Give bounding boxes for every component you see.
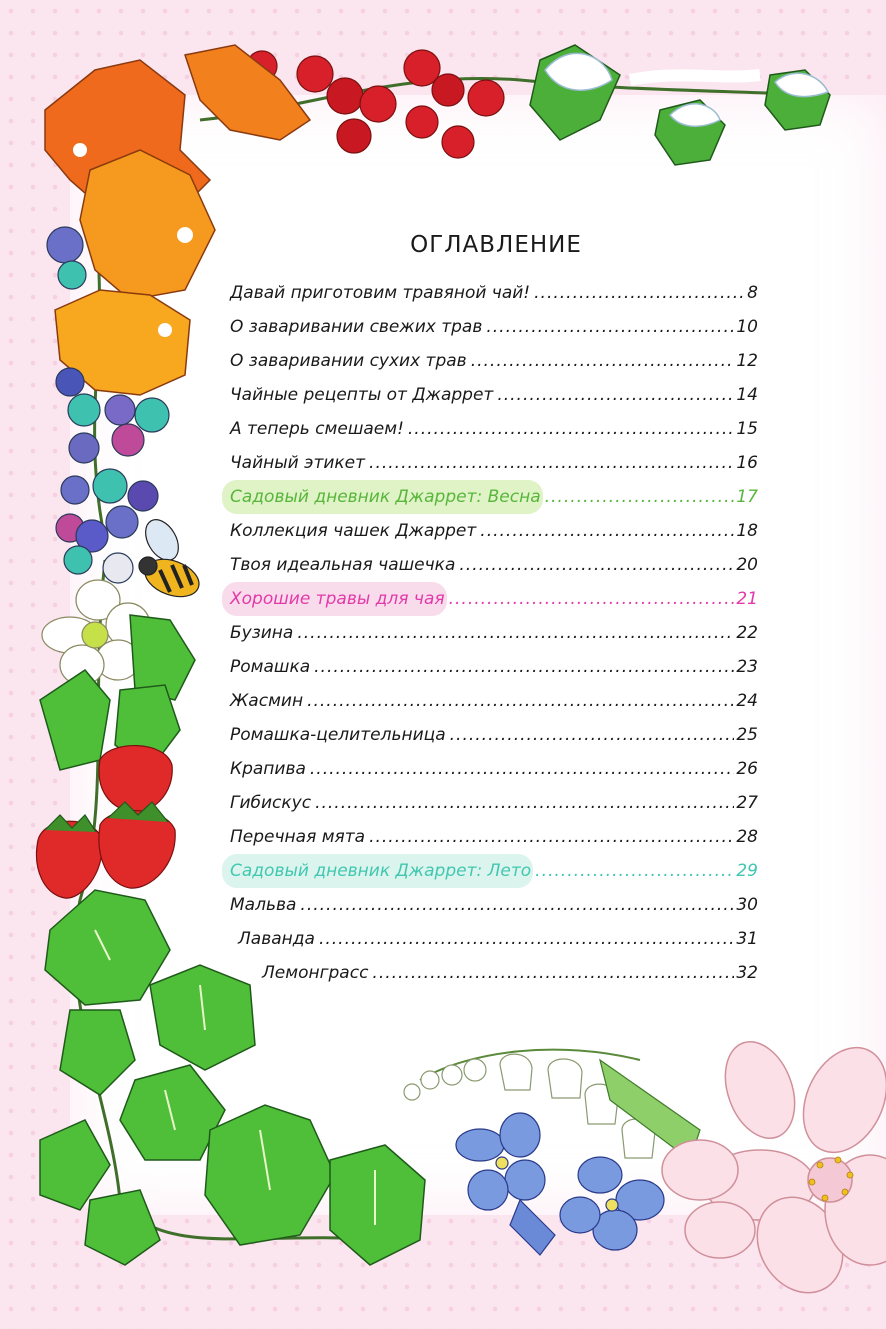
toc-entry-label: Крапива: [230, 759, 306, 779]
toc-entry[interactable]: [222, 276, 762, 310]
toc-entry-page: 32: [736, 963, 758, 983]
dot-leader: [310, 752, 734, 786]
toc-entry[interactable]: [222, 616, 762, 650]
toc-entry-page: 10: [736, 317, 758, 337]
toc-entry[interactable]: [222, 378, 762, 412]
dot-leader: [497, 378, 734, 412]
toc-entry-page: 27: [736, 793, 758, 813]
toc-entry[interactable]: [222, 854, 762, 888]
toc-entry-label: Ромашка-целительница: [230, 725, 446, 745]
toc-entry-label: А теперь смешаем!: [230, 419, 404, 439]
toc-entry[interactable]: [222, 548, 762, 582]
toc-entry[interactable]: [222, 820, 762, 854]
toc-entry-page: 25: [736, 725, 758, 745]
dot-leader: [535, 854, 734, 888]
toc-entry-label: Садовый дневник Джаррет: Лето: [222, 854, 533, 888]
dot-leader: [408, 412, 734, 446]
toc-entry-page: 16: [736, 453, 758, 473]
toc-entry-page: 21: [736, 589, 758, 609]
toc-entry-label: Ромашка: [230, 657, 311, 677]
toc-entry-page: 22: [736, 623, 758, 643]
dot-leader: [314, 650, 734, 684]
snowy-leaves: [530, 45, 830, 165]
toc-entry-label: О заваривании сухих трав: [230, 351, 467, 371]
toc-entry[interactable]: [222, 718, 762, 752]
toc-entry-label: Чайные рецепты от Джаррет: [230, 385, 494, 405]
toc-entry-page: 29: [736, 861, 758, 881]
toc-entry[interactable]: [222, 344, 762, 378]
dot-leader: [297, 616, 734, 650]
dot-leader: [486, 310, 734, 344]
toc-entry[interactable]: [222, 684, 762, 718]
toc-entry-label: Мальва: [230, 895, 297, 915]
toc-entry-label: Хорошие травы для чая: [222, 582, 447, 616]
toc-entry-label: Лемонграсс: [262, 963, 369, 983]
toc-entry[interactable]: [222, 412, 762, 446]
toc-entry-page: 18: [736, 521, 758, 541]
toc-entry-label: Гибискус: [230, 793, 312, 813]
toc-entry[interactable]: [222, 582, 762, 616]
lily-of-the-valley: [404, 1050, 700, 1160]
toc-title: ОГЛАВЛЕНИЕ: [410, 232, 582, 258]
dot-leader: [372, 956, 734, 990]
toc-entry-page: 12: [736, 351, 758, 371]
toc-entry-label: Жасмин: [230, 691, 304, 711]
dot-leader: [300, 888, 734, 922]
toc-entry-page: 20: [736, 555, 758, 575]
toc-entry-page: 15: [736, 419, 758, 439]
toc-entry-label: Садовый дневник Джаррет: Весна: [222, 480, 543, 514]
toc-entry-page: 28: [736, 827, 758, 847]
toc-entry-page: 26: [736, 759, 758, 779]
dot-leader: [369, 446, 734, 480]
table-of-contents: [222, 228, 762, 990]
strawberries: [37, 746, 176, 899]
toc-entry-page: 24: [736, 691, 758, 711]
toc-entry-label: Твоя идеальная чашечка: [230, 555, 456, 575]
toc-entry-label: Давай приготовим травяной чай!: [230, 283, 531, 303]
toc-entry-page: 8: [747, 283, 758, 303]
toc-entry-page: 30: [736, 895, 758, 915]
toc-entry[interactable]: [222, 514, 762, 548]
toc-entry[interactable]: [222, 956, 762, 990]
toc-entry-page: 17: [736, 487, 758, 507]
toc-entry[interactable]: [222, 786, 762, 820]
dot-leader: [471, 344, 735, 378]
toc-entry-page: 23: [736, 657, 758, 677]
dot-leader: [369, 820, 734, 854]
toc-entry-label: Лаванда: [238, 929, 315, 949]
toc-entry[interactable]: [222, 922, 762, 956]
toc-entry[interactable]: [222, 310, 762, 344]
toc-list: [222, 276, 762, 990]
toc-entry[interactable]: [222, 888, 762, 922]
dot-leader: [450, 718, 735, 752]
toc-entry-label: Коллекция чашек Джаррет: [230, 521, 477, 541]
toc-entry-page: 14: [736, 385, 758, 405]
toc-entry-label: Перечная мята: [230, 827, 366, 847]
toc-entry[interactable]: [222, 480, 762, 514]
dot-leader: [319, 922, 734, 956]
cherry-blossom: [662, 1032, 886, 1308]
toc-entry-page: 31: [736, 929, 758, 949]
toc-entry[interactable]: [222, 650, 762, 684]
dot-leader: [315, 786, 734, 820]
dot-leader: [545, 480, 735, 514]
toc-entry-label: Бузина: [230, 623, 294, 643]
dot-leader: [307, 684, 734, 718]
dot-leader: [534, 276, 745, 310]
toc-entry[interactable]: [222, 446, 762, 480]
toc-entry-label: О заваривании свежих трав: [230, 317, 483, 337]
bee: [139, 514, 204, 604]
dot-leader: [459, 548, 734, 582]
toc-entry-label: Чайный этикет: [230, 453, 366, 473]
toc-entry[interactable]: [222, 752, 762, 786]
dot-leader: [449, 582, 735, 616]
dot-leader: [480, 514, 734, 548]
